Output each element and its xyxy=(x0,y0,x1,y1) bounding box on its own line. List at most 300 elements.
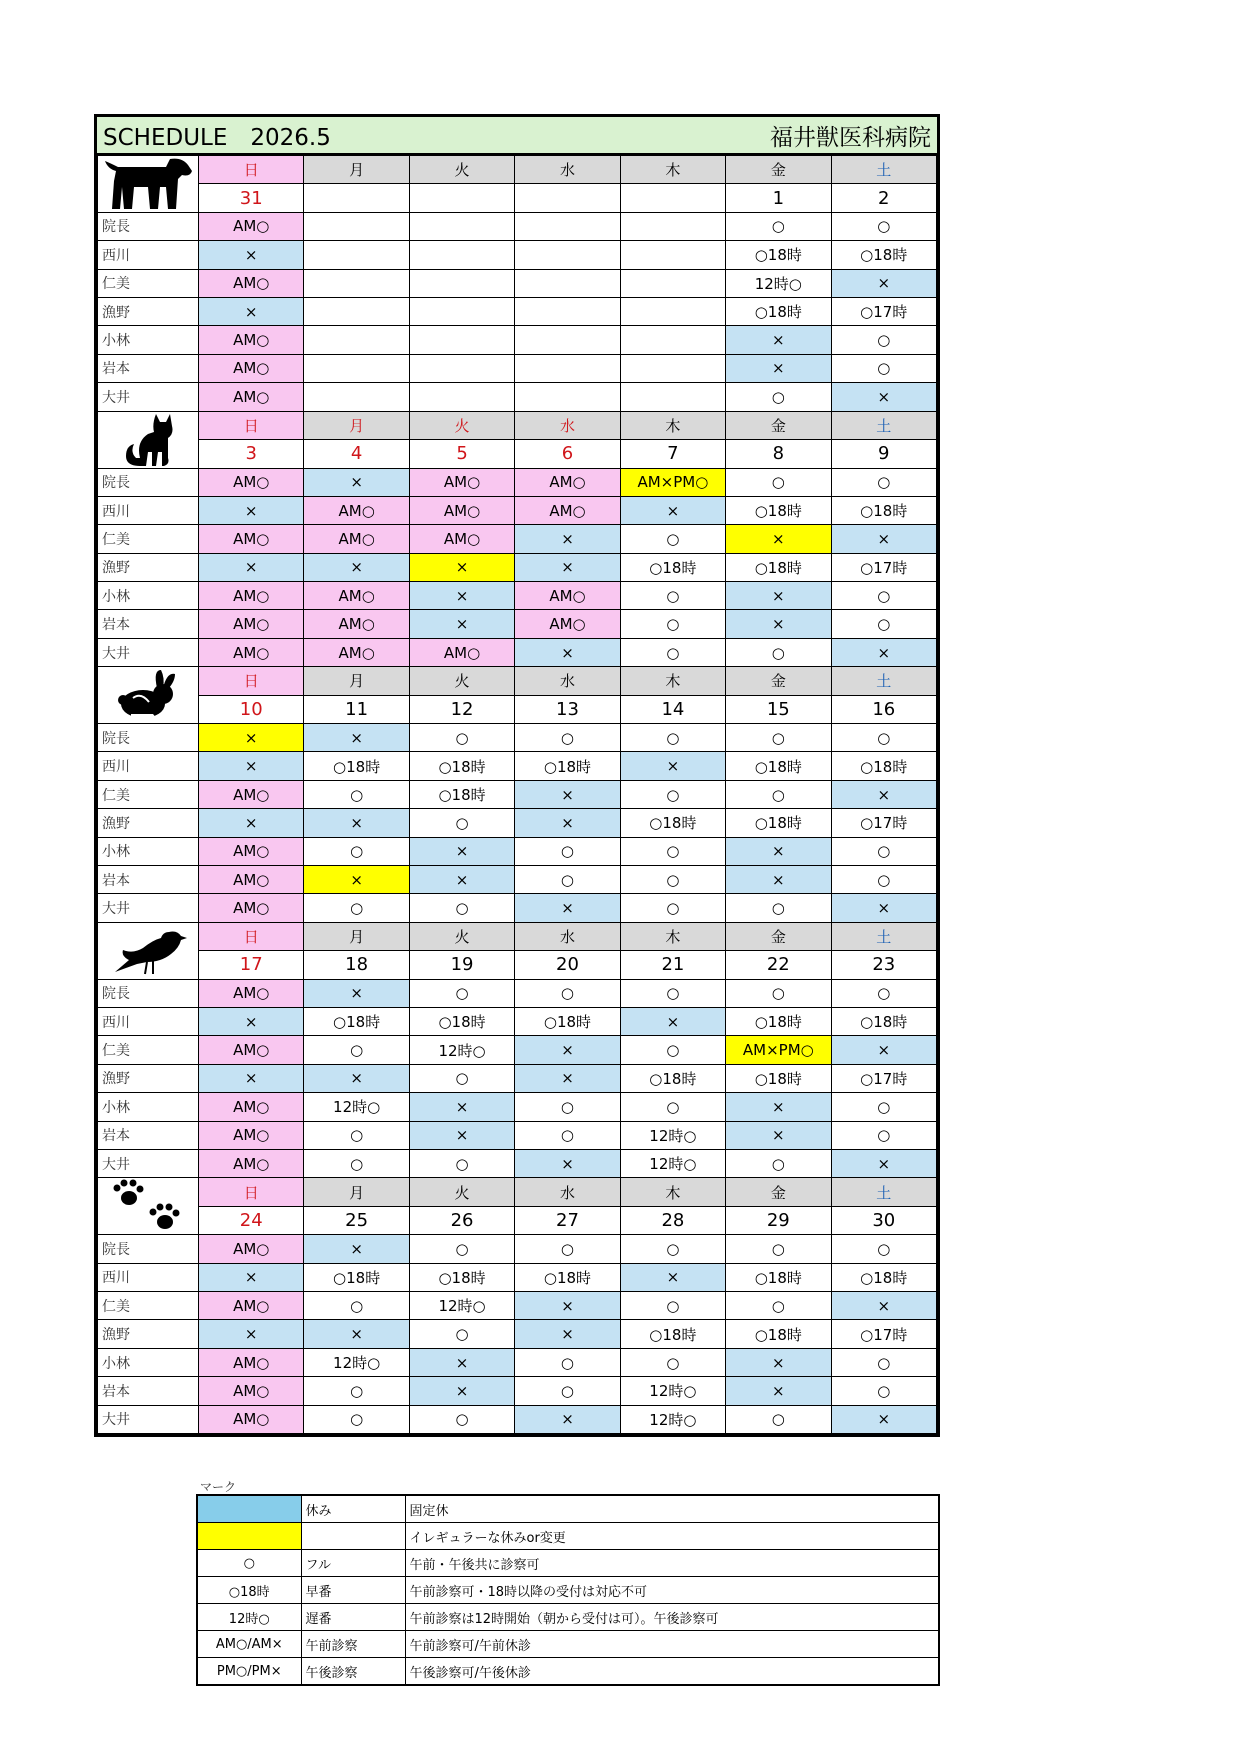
legend-description: 午前診察可/午前休診 xyxy=(405,1631,939,1658)
schedule-cell: AM○ xyxy=(515,582,620,610)
weekday-cell: 金 xyxy=(726,411,831,440)
schedule-cell: AM○ xyxy=(409,468,514,496)
schedule-cell: AM○ xyxy=(199,1093,304,1121)
schedule-cell: ○ xyxy=(515,865,620,893)
staff-name: 仁美 xyxy=(98,1292,199,1320)
schedule-grid xyxy=(97,155,937,1434)
legend-swatch xyxy=(197,1495,301,1523)
schedule-cell xyxy=(304,269,409,297)
schedule-cell: × xyxy=(515,1036,620,1064)
schedule-cell: ○ xyxy=(304,837,409,865)
weekday-cell: 金 xyxy=(726,1178,831,1207)
schedule-cell: × xyxy=(620,496,725,524)
staff-name: 大井 xyxy=(98,638,199,666)
weekday-cell: 水 xyxy=(515,411,620,440)
staff-name: 院長 xyxy=(98,212,199,240)
schedule-cell xyxy=(304,383,409,411)
schedule-cell: ○ xyxy=(620,979,725,1007)
rabbit-icon xyxy=(98,667,199,724)
schedule-cell: AM○ xyxy=(199,354,304,382)
schedule-cell: AM○ xyxy=(304,525,409,553)
staff-name: 漁野 xyxy=(98,1064,199,1092)
schedule-cell: × xyxy=(726,1377,831,1405)
schedule-cell: ○18時 xyxy=(304,752,409,780)
schedule-cell: AM○ xyxy=(515,468,620,496)
schedule-cell: × xyxy=(199,809,304,837)
staff-row xyxy=(98,1121,937,1149)
staff-row xyxy=(98,724,937,752)
weekday-cell: 土 xyxy=(831,922,936,950)
schedule-cell: AM○ xyxy=(199,326,304,354)
schedule-cell: AM○ xyxy=(304,610,409,638)
weekday-cell: 月 xyxy=(304,156,409,184)
schedule-cell: ○ xyxy=(831,1348,936,1376)
staff-name: 西川 xyxy=(98,496,199,524)
weekday-cell: 水 xyxy=(515,1178,620,1207)
legend-name: 午後診察 xyxy=(301,1658,405,1686)
weekday-row xyxy=(98,667,937,695)
schedule-cell: × xyxy=(409,865,514,893)
schedule-cell: AM○ xyxy=(199,1036,304,1064)
staff-name: 小林 xyxy=(98,1348,199,1376)
staff-name: 岩本 xyxy=(98,1377,199,1405)
legend-mark: ○18時 xyxy=(197,1577,301,1604)
weekday-cell: 土 xyxy=(831,411,936,440)
weekday-cell: 火 xyxy=(409,1178,514,1207)
schedule-cell: ○18時 xyxy=(726,1007,831,1035)
schedule-cell xyxy=(620,297,725,325)
schedule-cell: ○18時 xyxy=(726,1263,831,1291)
staff-row xyxy=(98,1377,937,1405)
weekday-cell: 火 xyxy=(409,156,514,184)
date-cell: 3 xyxy=(199,440,304,469)
schedule-cell: ○ xyxy=(304,1377,409,1405)
legend-name: フル xyxy=(301,1550,405,1577)
schedule-cell xyxy=(515,326,620,354)
schedule-cell: ○ xyxy=(620,865,725,893)
legend-name: 休み xyxy=(301,1495,405,1523)
schedule-title: SCHEDULE 2026.5 xyxy=(103,124,331,151)
staff-name: 岩本 xyxy=(98,354,199,382)
schedule-cell: ○ xyxy=(726,468,831,496)
staff-name: 西川 xyxy=(98,241,199,269)
weekday-cell: 水 xyxy=(515,667,620,695)
schedule-cell: × xyxy=(199,1007,304,1035)
schedule-cell: 12時○ xyxy=(620,1405,725,1433)
staff-row xyxy=(98,752,937,780)
staff-name: 西川 xyxy=(98,1007,199,1035)
schedule-cell: AM○ xyxy=(199,1377,304,1405)
schedule-cell: AM○ xyxy=(515,496,620,524)
schedule-cell: ○18時 xyxy=(726,297,831,325)
schedule-cell: × xyxy=(199,297,304,325)
date-cell: 6 xyxy=(515,440,620,469)
weekday-cell: 水 xyxy=(515,156,620,184)
date-cell: 23 xyxy=(831,951,936,979)
schedule-cell: ○ xyxy=(831,1093,936,1121)
schedule-cell: 12時○ xyxy=(726,269,831,297)
weekday-cell: 木 xyxy=(620,922,725,950)
schedule-cell: × xyxy=(515,780,620,808)
schedule-cell: AM○ xyxy=(199,582,304,610)
weekday-cell: 日 xyxy=(199,156,304,184)
schedule-cell: × xyxy=(831,383,936,411)
schedule-cell: × xyxy=(199,724,304,752)
weekday-row xyxy=(98,922,937,950)
schedule-cell: × xyxy=(831,1036,936,1064)
staff-name: 大井 xyxy=(98,383,199,411)
staff-row xyxy=(98,212,937,240)
date-cell: 8 xyxy=(726,440,831,469)
schedule-cell: ○18時 xyxy=(726,496,831,524)
schedule-cell: × xyxy=(831,780,936,808)
schedule-cell: AM○ xyxy=(199,837,304,865)
schedule-cell: ○ xyxy=(726,1405,831,1433)
schedule-cell: × xyxy=(515,1064,620,1092)
weekday-cell: 日 xyxy=(199,922,304,950)
staff-name: 岩本 xyxy=(98,865,199,893)
date-cell: 26 xyxy=(409,1206,514,1235)
schedule-cell: ○ xyxy=(620,894,725,922)
date-row xyxy=(98,1206,937,1235)
schedule-cell: ○ xyxy=(620,1235,725,1263)
schedule-cell: × xyxy=(199,496,304,524)
schedule-cell: ○18時 xyxy=(831,1263,936,1291)
schedule-cell: ○ xyxy=(831,979,936,1007)
staff-name: 西川 xyxy=(98,752,199,780)
weekday-cell: 月 xyxy=(304,667,409,695)
schedule-cell xyxy=(620,383,725,411)
weekday-cell: 木 xyxy=(620,667,725,695)
schedule-cell: × xyxy=(199,241,304,269)
weekday-cell: 木 xyxy=(620,156,725,184)
staff-name: 漁野 xyxy=(98,809,199,837)
legend-row xyxy=(197,1495,939,1523)
schedule-cell: AM○ xyxy=(409,525,514,553)
staff-row xyxy=(98,809,937,837)
date-cell: 5 xyxy=(409,440,514,469)
schedule-cell: × xyxy=(304,468,409,496)
schedule-cell: AM○ xyxy=(199,1121,304,1149)
schedule-cell: 12時○ xyxy=(304,1348,409,1376)
weekday-cell: 木 xyxy=(620,1178,725,1207)
schedule-cell: 12時○ xyxy=(620,1121,725,1149)
schedule-cell: × xyxy=(304,809,409,837)
schedule-cell: ○ xyxy=(515,1093,620,1121)
schedule-cell: ○ xyxy=(831,724,936,752)
staff-name: 大井 xyxy=(98,1405,199,1433)
schedule-cell xyxy=(304,354,409,382)
schedule-cell xyxy=(515,212,620,240)
schedule-cell: ○ xyxy=(831,1235,936,1263)
legend-description: 午前診察は12時開始（朝から受付は可）。午後診察可 xyxy=(405,1604,939,1631)
staff-row xyxy=(98,383,937,411)
schedule-cell: ○ xyxy=(831,1121,936,1149)
schedule-cell: × xyxy=(831,1405,936,1433)
date-row xyxy=(98,440,937,469)
schedule-cell: AM○ xyxy=(409,638,514,666)
legend-description: 午後診察可/午後休診 xyxy=(405,1658,939,1686)
legend-mark: ○ xyxy=(197,1550,301,1577)
legend-name: 早番 xyxy=(301,1577,405,1604)
schedule-cell: ○ xyxy=(304,780,409,808)
schedule-cell: ○ xyxy=(726,1235,831,1263)
schedule-cell: ○ xyxy=(620,724,725,752)
date-cell: 27 xyxy=(515,1206,620,1235)
schedule-cell: × xyxy=(620,752,725,780)
schedule-cell: × xyxy=(726,865,831,893)
staff-name: 仁美 xyxy=(98,269,199,297)
staff-row xyxy=(98,1405,937,1433)
schedule-cell xyxy=(409,326,514,354)
schedule-cell: ○ xyxy=(515,1121,620,1149)
schedule-cell: AM○ xyxy=(199,1348,304,1376)
schedule-cell: AM○ xyxy=(199,1405,304,1433)
schedule-cell: × xyxy=(726,1348,831,1376)
staff-row xyxy=(98,1235,937,1263)
schedule-cell: ○ xyxy=(620,780,725,808)
schedule-cell: AM○ xyxy=(199,979,304,1007)
schedule-cell: ○18時 xyxy=(831,241,936,269)
schedule-cell: ○ xyxy=(409,809,514,837)
schedule-cell: × xyxy=(831,1292,936,1320)
schedule-cell xyxy=(304,297,409,325)
schedule-cell xyxy=(515,354,620,382)
schedule-cell: ○18時 xyxy=(831,496,936,524)
staff-name: 仁美 xyxy=(98,780,199,808)
staff-row xyxy=(98,1263,937,1291)
legend-description: 午前・午後共に診察可 xyxy=(405,1550,939,1577)
staff-row xyxy=(98,326,937,354)
schedule-cell: ○ xyxy=(726,1292,831,1320)
schedule-cell xyxy=(409,212,514,240)
staff-name: 小林 xyxy=(98,326,199,354)
cat-icon xyxy=(98,411,199,468)
schedule-cell: 12時○ xyxy=(620,1377,725,1405)
weekday-cell: 日 xyxy=(199,1178,304,1207)
schedule-cell: AM○ xyxy=(199,1149,304,1177)
schedule-cell: ○ xyxy=(831,837,936,865)
legend-name xyxy=(301,1523,405,1550)
legend-row xyxy=(197,1604,939,1631)
staff-name: 院長 xyxy=(98,1235,199,1263)
staff-row xyxy=(98,610,937,638)
staff-name: 岩本 xyxy=(98,610,199,638)
schedule-cell: ○ xyxy=(726,780,831,808)
schedule-cell: × xyxy=(726,1093,831,1121)
schedule-cell: ○ xyxy=(409,1064,514,1092)
schedule-cell: ○ xyxy=(620,1292,725,1320)
schedule-cell: ○18時 xyxy=(620,1064,725,1092)
date-cell: 29 xyxy=(726,1206,831,1235)
schedule-cell: 12時○ xyxy=(409,1292,514,1320)
date-cell: 30 xyxy=(831,1206,936,1235)
schedule-cell: × xyxy=(620,1007,725,1035)
schedule-cell: × xyxy=(199,1064,304,1092)
legend-row xyxy=(197,1577,939,1604)
date-cell: 11 xyxy=(304,695,409,723)
schedule-cell xyxy=(409,241,514,269)
bird-icon xyxy=(98,922,199,979)
staff-name: 仁美 xyxy=(98,525,199,553)
schedule-cell: ○ xyxy=(304,894,409,922)
schedule-cell: × xyxy=(304,1235,409,1263)
date-cell: 7 xyxy=(620,440,725,469)
date-cell: 15 xyxy=(726,695,831,723)
schedule-cell: ○18時 xyxy=(831,1007,936,1035)
schedule-cell: ○ xyxy=(304,1292,409,1320)
schedule-cell: ○18時 xyxy=(515,752,620,780)
staff-row xyxy=(98,582,937,610)
date-cell: 18 xyxy=(304,951,409,979)
staff-name: 小林 xyxy=(98,582,199,610)
schedule-cell xyxy=(409,354,514,382)
date-cell: 4 xyxy=(304,440,409,469)
schedule-cell: ○18時 xyxy=(726,553,831,581)
date-cell: 20 xyxy=(515,951,620,979)
schedule-cell: ○ xyxy=(620,1036,725,1064)
date-cell xyxy=(409,184,514,212)
schedule-cell: AM○ xyxy=(199,894,304,922)
weekday-row xyxy=(98,411,937,440)
schedule-cell: × xyxy=(831,525,936,553)
staff-row xyxy=(98,468,937,496)
schedule-cell xyxy=(409,383,514,411)
date-cell: 13 xyxy=(515,695,620,723)
schedule-cell: × xyxy=(515,1149,620,1177)
schedule-table xyxy=(94,114,940,1437)
legend-row xyxy=(197,1631,939,1658)
schedule-cell: AM○ xyxy=(199,212,304,240)
schedule-cell: ○ xyxy=(409,979,514,1007)
schedule-cell: × xyxy=(515,809,620,837)
schedule-cell: ○ xyxy=(726,979,831,1007)
date-cell xyxy=(304,184,409,212)
weekday-cell: 月 xyxy=(304,1178,409,1207)
legend-row xyxy=(197,1550,939,1577)
weekday-cell: 木 xyxy=(620,411,725,440)
schedule-cell: AM○ xyxy=(199,780,304,808)
schedule-cell: ○ xyxy=(620,610,725,638)
staff-row xyxy=(98,525,937,553)
schedule-cell: ○ xyxy=(831,468,936,496)
schedule-cell: × xyxy=(199,1263,304,1291)
date-cell: 25 xyxy=(304,1206,409,1235)
date-cell: 1 xyxy=(726,184,831,212)
schedule-cell xyxy=(515,383,620,411)
weekday-cell: 金 xyxy=(726,922,831,950)
staff-row xyxy=(98,269,937,297)
staff-row xyxy=(98,553,937,581)
schedule-cell: × xyxy=(726,582,831,610)
date-cell: 2 xyxy=(831,184,936,212)
schedule-cell: ○17時 xyxy=(831,1064,936,1092)
schedule-cell: AM○ xyxy=(199,468,304,496)
schedule-cell: × xyxy=(726,610,831,638)
schedule-cell: ○17時 xyxy=(831,1320,936,1348)
schedule-cell: ○17時 xyxy=(831,809,936,837)
schedule-cell: ○18時 xyxy=(620,1320,725,1348)
schedule-cell: × xyxy=(831,269,936,297)
weekday-cell: 土 xyxy=(831,667,936,695)
staff-row xyxy=(98,865,937,893)
staff-row xyxy=(98,894,937,922)
schedule-cell: ○18時 xyxy=(620,809,725,837)
schedule-cell: ○18時 xyxy=(409,752,514,780)
schedule-cell: ○ xyxy=(515,724,620,752)
schedule-cell xyxy=(620,354,725,382)
schedule-cell: AM×PM○ xyxy=(726,1036,831,1064)
date-cell: 22 xyxy=(726,951,831,979)
date-cell xyxy=(620,184,725,212)
schedule-cell xyxy=(304,241,409,269)
staff-name: 小林 xyxy=(98,837,199,865)
staff-name: 漁野 xyxy=(98,1320,199,1348)
legend-mark: AM○/AM× xyxy=(197,1631,301,1658)
schedule-cell: AM○ xyxy=(304,582,409,610)
legend-swatch xyxy=(197,1523,301,1550)
schedule-cell: × xyxy=(515,1405,620,1433)
date-cell: 21 xyxy=(620,951,725,979)
staff-row xyxy=(98,1348,937,1376)
schedule-cell: ○18時 xyxy=(726,1064,831,1092)
paw-prints-icon xyxy=(98,1178,199,1235)
weekday-cell: 火 xyxy=(409,667,514,695)
weekday-cell: 日 xyxy=(199,667,304,695)
staff-row xyxy=(98,837,937,865)
schedule-cell: ○ xyxy=(831,582,936,610)
schedule-cell: × xyxy=(409,837,514,865)
date-cell: 17 xyxy=(199,951,304,979)
schedule-cell: × xyxy=(726,525,831,553)
schedule-cell: × xyxy=(304,865,409,893)
schedule-cell: × xyxy=(726,1121,831,1149)
staff-row xyxy=(98,354,937,382)
schedule-cell: × xyxy=(515,894,620,922)
legend-description: イレギュラーな休みor変更 xyxy=(405,1523,939,1550)
schedule-cell: ○18時 xyxy=(726,1320,831,1348)
date-row xyxy=(98,184,937,212)
staff-row xyxy=(98,979,937,1007)
schedule-cell: ○ xyxy=(620,638,725,666)
staff-row xyxy=(98,638,937,666)
date-cell: 12 xyxy=(409,695,514,723)
schedule-cell: ○18時 xyxy=(726,809,831,837)
schedule-cell: × xyxy=(726,326,831,354)
staff-name: 院長 xyxy=(98,724,199,752)
schedule-cell xyxy=(515,297,620,325)
schedule-cell: ○ xyxy=(409,1405,514,1433)
schedule-cell: × xyxy=(409,1348,514,1376)
schedule-cell: AM○ xyxy=(199,1292,304,1320)
staff-row xyxy=(98,1064,937,1092)
date-cell: 24 xyxy=(199,1206,304,1235)
schedule-cell: ○ xyxy=(304,1121,409,1149)
schedule-cell: × xyxy=(726,354,831,382)
schedule-cell: × xyxy=(409,1121,514,1149)
schedule-cell: × xyxy=(515,525,620,553)
schedule-cell: ○18時 xyxy=(515,1007,620,1035)
title-bar xyxy=(97,117,937,155)
schedule-cell: ○18時 xyxy=(726,752,831,780)
schedule-cell: AM○ xyxy=(199,383,304,411)
schedule-cell: × xyxy=(409,1093,514,1121)
schedule-cell: ○ xyxy=(726,894,831,922)
schedule-cell: ○ xyxy=(515,1377,620,1405)
staff-row xyxy=(98,1149,937,1177)
schedule-cell: ○ xyxy=(726,724,831,752)
schedule-cell xyxy=(409,269,514,297)
